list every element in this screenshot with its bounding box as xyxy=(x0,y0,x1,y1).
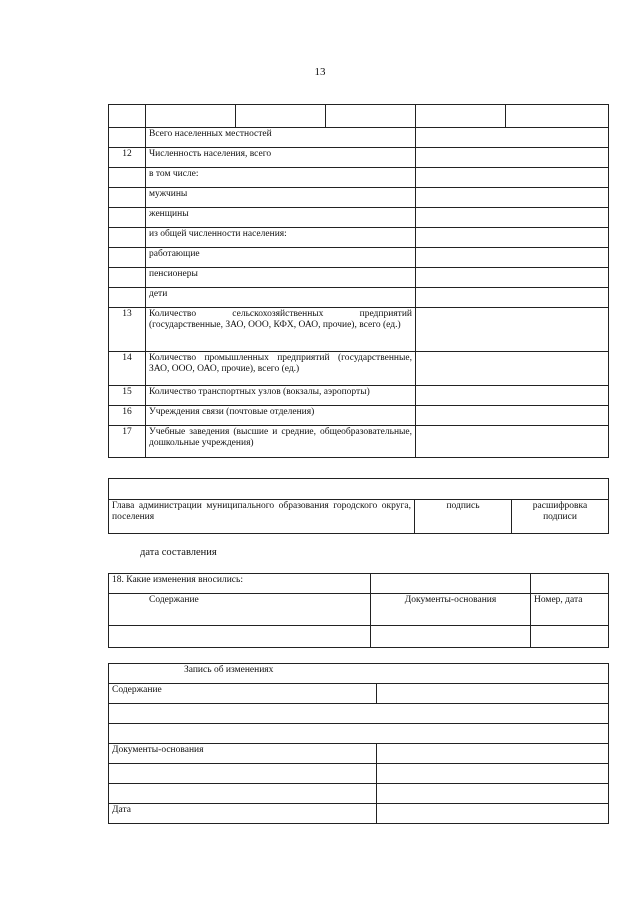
table-row xyxy=(109,188,609,208)
row-value xyxy=(416,248,609,268)
row-number xyxy=(109,128,146,148)
record-title: Запись об изменениях xyxy=(109,664,609,684)
row-number xyxy=(109,228,146,248)
record-content-label: Содержание xyxy=(109,684,377,704)
row-value xyxy=(416,268,609,288)
row-number xyxy=(109,188,146,208)
changes-col-docs: Документы-основания xyxy=(371,594,531,626)
compilation-date-label: дата составления xyxy=(140,547,217,558)
page-number: 13 xyxy=(314,66,326,78)
row-number: 15 xyxy=(109,386,146,406)
row-label: дети xyxy=(146,288,416,308)
row-value xyxy=(416,288,609,308)
table-row xyxy=(109,208,609,228)
table-header-row xyxy=(109,105,609,128)
table-row xyxy=(109,248,609,268)
row-value xyxy=(416,308,609,352)
row-label: мужчины xyxy=(146,188,416,208)
row-label: работающие xyxy=(146,248,416,268)
row-number: 16 xyxy=(109,406,146,426)
row-value xyxy=(416,386,609,406)
row-label: Учебные заведения (высшие и средние, общеобразовательные, дошкольные учреждения) xyxy=(146,426,416,458)
row-number xyxy=(109,168,146,188)
table-row xyxy=(109,386,609,406)
table-row xyxy=(109,308,609,352)
table-row xyxy=(109,148,609,168)
row-label: в том числе: xyxy=(146,168,416,188)
row-label: пенсионеры xyxy=(146,268,416,288)
row-value xyxy=(416,148,609,168)
row-number: 14 xyxy=(109,352,146,386)
row-label: из общей численности населения: xyxy=(146,228,416,248)
signature-table xyxy=(108,478,609,534)
record-docs-label: Документы-основания xyxy=(109,744,377,764)
head-of-administration-label: Глава администрации муниципального образования городского округа, поселения xyxy=(109,500,415,534)
table-row xyxy=(109,426,609,458)
row-value xyxy=(416,352,609,386)
row-number: 12 xyxy=(109,148,146,168)
table-row xyxy=(109,168,609,188)
row-value xyxy=(416,168,609,188)
table-row xyxy=(109,268,609,288)
record-date-label: Дата xyxy=(109,804,377,824)
signature-decode-label: расшифровка подписи xyxy=(512,500,609,534)
row-value xyxy=(416,208,609,228)
row-label: Всего населенных местностей xyxy=(146,128,416,148)
row-number xyxy=(109,208,146,228)
changes-col-number-date: Номер, дата xyxy=(531,594,609,626)
row-number xyxy=(109,288,146,308)
row-value xyxy=(416,228,609,248)
changes-col-content: Содержание xyxy=(109,594,371,626)
row-label: Количество сельскохозяйственных предприятий (государственные, ЗАО, ООО, КФХ, ОАО, прочие), всего (ед.) xyxy=(146,308,416,352)
record-of-changes-table xyxy=(108,663,609,824)
table-row xyxy=(109,352,609,386)
table-row xyxy=(109,128,609,148)
table-row xyxy=(109,406,609,426)
row-label: Учреждения связи (почтовые отделения) xyxy=(146,406,416,426)
row-label: Количество транспортных узлов (вокзалы, аэропорты) xyxy=(146,386,416,406)
row-value xyxy=(416,406,609,426)
table-row xyxy=(109,288,609,308)
row-number: 17 xyxy=(109,426,146,458)
row-number xyxy=(109,268,146,288)
main-statistics-table xyxy=(108,104,609,458)
changes-table xyxy=(108,573,609,648)
row-value xyxy=(416,426,609,458)
row-label: Количество промышленных предприятий (государственные, ЗАО, ООО, ОАО, прочие), всего (ед.) xyxy=(146,352,416,386)
row-label: женщины xyxy=(146,208,416,228)
changes-title: 18. Какие изменения вносились: xyxy=(109,574,371,594)
signature-label: подпись xyxy=(415,500,512,534)
row-label: Численность населения, всего xyxy=(146,148,416,168)
row-value xyxy=(416,128,609,148)
row-value xyxy=(416,188,609,208)
row-number: 13 xyxy=(109,308,146,352)
row-number xyxy=(109,248,146,268)
table-row xyxy=(109,228,609,248)
